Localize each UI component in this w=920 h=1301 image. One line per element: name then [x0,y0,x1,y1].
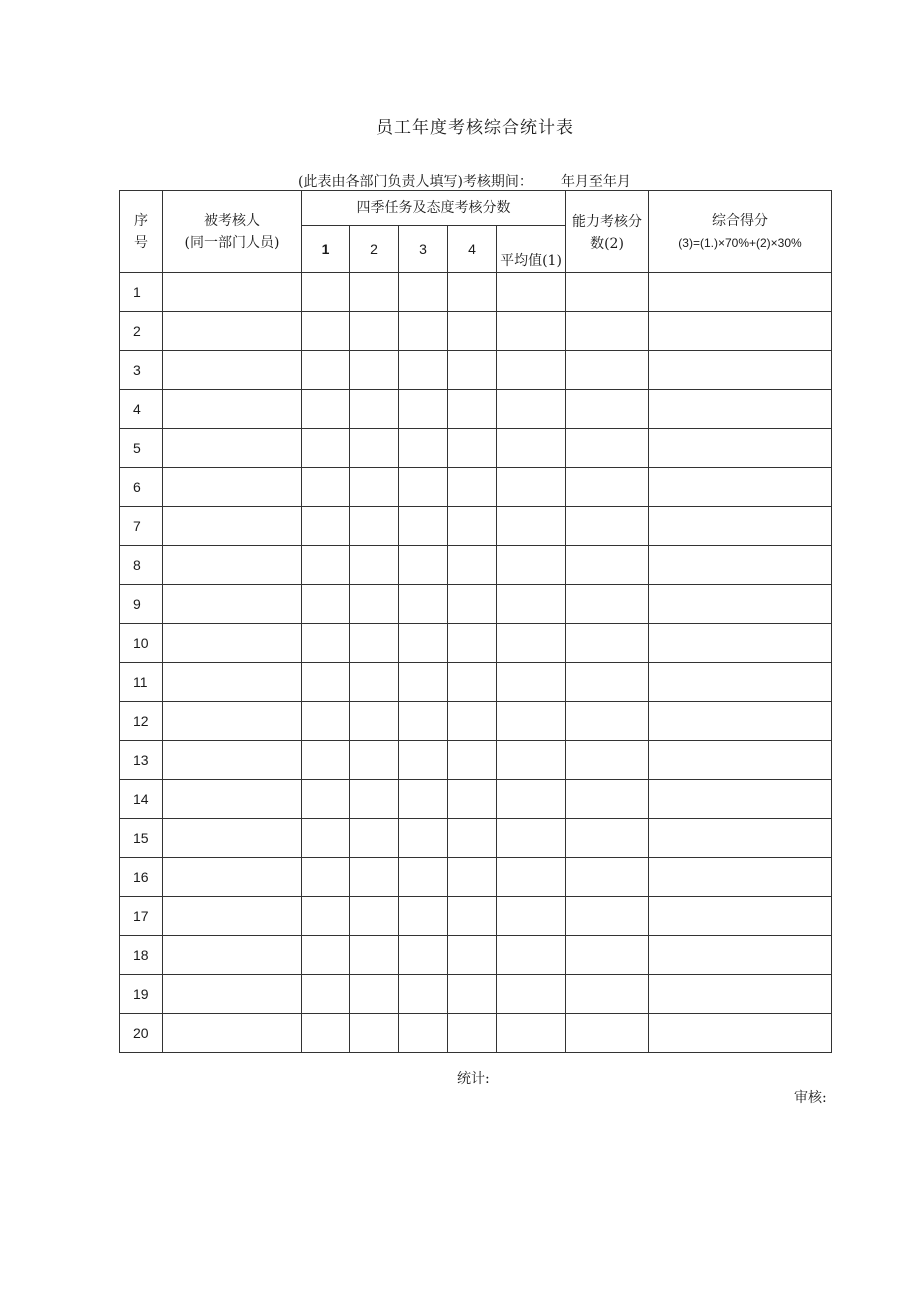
ability-cell[interactable] [566,273,649,312]
person-cell[interactable] [163,819,302,858]
row-number: 20 [120,1014,163,1053]
ability-cell[interactable] [566,507,649,546]
average-cell[interactable] [497,819,566,858]
q3-cell[interactable] [399,975,448,1014]
table-row [120,897,832,936]
ability-cell[interactable] [566,585,649,624]
person-cell[interactable] [163,507,302,546]
q4-cell[interactable] [448,936,497,975]
row-number: 2 [120,312,163,351]
form-note-text: (此表由各部门负责人填写)考核期间： [298,174,533,190]
q3-cell[interactable] [399,507,448,546]
footer-review: 审核: [794,1090,827,1106]
q3-cell[interactable] [399,936,448,975]
total-cell[interactable] [649,312,832,351]
page-title: 员工年度考核综合统计表 [376,118,574,138]
average-cell[interactable] [497,663,566,702]
table-row [120,273,832,312]
q4-cell[interactable] [448,546,497,585]
header-total-score: 综合得分 (3)=(1.)×70%+(2)×30% [649,191,832,273]
q2-cell[interactable] [350,936,399,975]
row-number: 13 [120,741,163,780]
table-row [120,663,832,702]
q3-cell[interactable] [399,312,448,351]
table-row [120,936,832,975]
total-cell[interactable] [649,1014,832,1053]
person-cell[interactable] [163,702,302,741]
average-cell[interactable] [497,312,566,351]
q3-cell[interactable] [399,819,448,858]
average-cell[interactable] [497,273,566,312]
total-cell[interactable] [649,585,832,624]
total-cell[interactable] [649,975,832,1014]
total-cell[interactable] [649,507,832,546]
header-q2: 2 [350,226,399,273]
total-cell[interactable] [649,702,832,741]
q2-cell[interactable] [350,819,399,858]
ability-cell[interactable] [566,702,649,741]
q1-cell[interactable] [302,702,350,741]
person-cell[interactable] [163,975,302,1014]
q4-cell[interactable] [448,351,497,390]
person-cell[interactable] [163,780,302,819]
ability-cell[interactable] [566,780,649,819]
q2-cell[interactable] [350,546,399,585]
row-number: 3 [120,351,163,390]
person-cell[interactable] [163,273,302,312]
q3-cell[interactable] [399,468,448,507]
q1-cell[interactable] [302,390,350,429]
table-body [120,273,832,1053]
average-cell[interactable] [497,546,566,585]
row-number: 6 [120,468,163,507]
total-cell[interactable] [649,780,832,819]
person-cell[interactable] [163,429,302,468]
q1-cell[interactable] [302,273,350,312]
total-cell[interactable] [649,429,832,468]
average-cell[interactable] [497,702,566,741]
assessment-period: 年月至年月 [560,174,631,190]
table-row [120,702,832,741]
q2-cell[interactable] [350,351,399,390]
q4-cell[interactable] [448,663,497,702]
row-number: 11 [120,663,163,702]
q2-cell[interactable] [350,858,399,897]
total-cell[interactable] [649,351,832,390]
average-cell[interactable] [497,975,566,1014]
row-number: 1 [120,273,163,312]
q1-cell[interactable] [302,1014,350,1053]
q1-cell[interactable] [302,975,350,1014]
row-number: 4 [120,390,163,429]
assessment-table [119,190,832,1053]
q4-cell[interactable] [448,780,497,819]
average-cell[interactable] [497,897,566,936]
total-cell[interactable] [649,390,832,429]
q2-cell[interactable] [350,585,399,624]
q4-cell[interactable] [448,507,497,546]
q3-cell[interactable] [399,546,448,585]
average-cell[interactable] [497,429,566,468]
ability-cell[interactable] [566,663,649,702]
person-cell[interactable] [163,390,302,429]
average-cell[interactable] [497,351,566,390]
q3-cell[interactable] [399,273,448,312]
q4-cell[interactable] [448,390,497,429]
row-number: 17 [120,897,163,936]
q1-cell[interactable] [302,936,350,975]
table-row [120,975,832,1014]
table-row [120,780,832,819]
q2-cell[interactable] [350,312,399,351]
q1-cell[interactable] [302,351,350,390]
row-number: 14 [120,780,163,819]
average-cell[interactable] [497,624,566,663]
ability-cell[interactable] [566,741,649,780]
table-row [120,429,832,468]
average-cell[interactable] [497,858,566,897]
q4-cell[interactable] [448,585,497,624]
table-row [120,624,832,663]
table-row [120,390,832,429]
header-ability-score: 能力考核分 数(2) [566,191,649,273]
person-cell[interactable] [163,351,302,390]
ability-cell[interactable] [566,546,649,585]
q4-cell[interactable] [448,312,497,351]
q4-cell[interactable] [448,819,497,858]
row-number: 15 [120,819,163,858]
q3-cell[interactable] [399,702,448,741]
q3-cell[interactable] [399,663,448,702]
total-cell[interactable] [649,624,832,663]
q1-cell[interactable] [302,429,350,468]
person-cell[interactable] [163,897,302,936]
table-row [120,312,832,351]
form-note [298,171,631,191]
q4-cell[interactable] [448,702,497,741]
header-q3: 3 [399,226,448,273]
ability-cell[interactable] [566,624,649,663]
q3-cell[interactable] [399,429,448,468]
table-row [120,1014,832,1053]
ability-cell[interactable] [566,858,649,897]
q4-cell[interactable] [448,429,497,468]
person-cell[interactable] [163,741,302,780]
row-number: 12 [120,702,163,741]
q4-cell[interactable] [448,975,497,1014]
total-cell[interactable] [649,858,832,897]
person-cell[interactable] [163,1014,302,1053]
q4-cell[interactable] [448,468,497,507]
person-cell[interactable] [163,585,302,624]
q2-cell[interactable] [350,429,399,468]
average-cell[interactable] [497,741,566,780]
q3-cell[interactable] [399,741,448,780]
total-cell[interactable] [649,663,832,702]
q3-cell[interactable] [399,1014,448,1053]
total-cell[interactable] [649,468,832,507]
q4-cell[interactable] [448,624,497,663]
row-number: 9 [120,585,163,624]
q2-cell[interactable] [350,390,399,429]
header-q1: 1 [302,226,350,273]
ability-cell[interactable] [566,390,649,429]
q3-cell[interactable] [399,351,448,390]
table-row [120,741,832,780]
q3-cell[interactable] [399,897,448,936]
q1-cell[interactable] [302,624,350,663]
average-cell[interactable] [497,468,566,507]
q1-cell[interactable] [302,858,350,897]
q1-cell[interactable] [302,312,350,351]
table-row [120,585,832,624]
average-cell[interactable] [497,585,566,624]
q3-cell[interactable] [399,780,448,819]
q1-cell[interactable] [302,507,350,546]
row-number: 7 [120,507,163,546]
total-cell[interactable] [649,936,832,975]
q1-cell[interactable] [302,780,350,819]
header-q4: 4 [448,226,497,273]
q2-cell[interactable] [350,1014,399,1053]
q1-cell[interactable] [302,468,350,507]
average-cell[interactable] [497,390,566,429]
person-cell[interactable] [163,468,302,507]
ability-cell[interactable] [566,897,649,936]
total-cell[interactable] [649,741,832,780]
average-cell[interactable] [497,507,566,546]
q1-cell[interactable] [302,897,350,936]
q4-cell[interactable] [448,273,497,312]
table-row [120,468,832,507]
ability-cell[interactable] [566,975,649,1014]
ability-cell[interactable] [566,351,649,390]
header-quarterly-scores: 四季任务及态度考核分数 [302,191,566,226]
person-cell[interactable] [163,312,302,351]
q1-cell[interactable] [302,819,350,858]
q2-cell[interactable] [350,624,399,663]
row-number: 19 [120,975,163,1014]
q4-cell[interactable] [448,858,497,897]
total-cell[interactable] [649,819,832,858]
total-cell[interactable] [649,273,832,312]
footer-statistics: 统计: [457,1071,490,1087]
q2-cell[interactable] [350,897,399,936]
total-cell[interactable] [649,897,832,936]
ability-cell[interactable] [566,936,649,975]
table-row [120,819,832,858]
row-number: 5 [120,429,163,468]
table-row [120,858,832,897]
header-average: 平均值(1) [497,226,566,273]
q3-cell[interactable] [399,624,448,663]
q4-cell[interactable] [448,897,497,936]
total-cell[interactable] [649,546,832,585]
q3-cell[interactable] [399,390,448,429]
average-cell[interactable] [497,1014,566,1053]
q2-cell[interactable] [350,663,399,702]
average-cell[interactable] [497,780,566,819]
q2-cell[interactable] [350,702,399,741]
row-number: 10 [120,624,163,663]
q4-cell[interactable] [448,741,497,780]
person-cell[interactable] [163,936,302,975]
person-cell[interactable] [163,663,302,702]
table-row [120,351,832,390]
row-number: 8 [120,546,163,585]
ability-cell[interactable] [566,468,649,507]
q3-cell[interactable] [399,585,448,624]
header-person: 被考核人 (同一部门人员) [163,191,302,273]
header-seq: 序 号 [120,191,163,273]
q2-cell[interactable] [350,975,399,1014]
q2-cell[interactable] [350,507,399,546]
q2-cell[interactable] [350,468,399,507]
q4-cell[interactable] [448,1014,497,1053]
ability-cell[interactable] [566,312,649,351]
q2-cell[interactable] [350,780,399,819]
person-cell[interactable] [163,624,302,663]
average-cell[interactable] [497,936,566,975]
q2-cell[interactable] [350,273,399,312]
q2-cell[interactable] [350,741,399,780]
person-cell[interactable] [163,858,302,897]
q1-cell[interactable] [302,585,350,624]
ability-cell[interactable] [566,429,649,468]
table-row [120,546,832,585]
q1-cell[interactable] [302,546,350,585]
ability-cell[interactable] [566,819,649,858]
q1-cell[interactable] [302,741,350,780]
row-number: 18 [120,936,163,975]
table-row [120,507,832,546]
row-number: 16 [120,858,163,897]
ability-cell[interactable] [566,1014,649,1053]
person-cell[interactable] [163,546,302,585]
q1-cell[interactable] [302,663,350,702]
q3-cell[interactable] [399,858,448,897]
